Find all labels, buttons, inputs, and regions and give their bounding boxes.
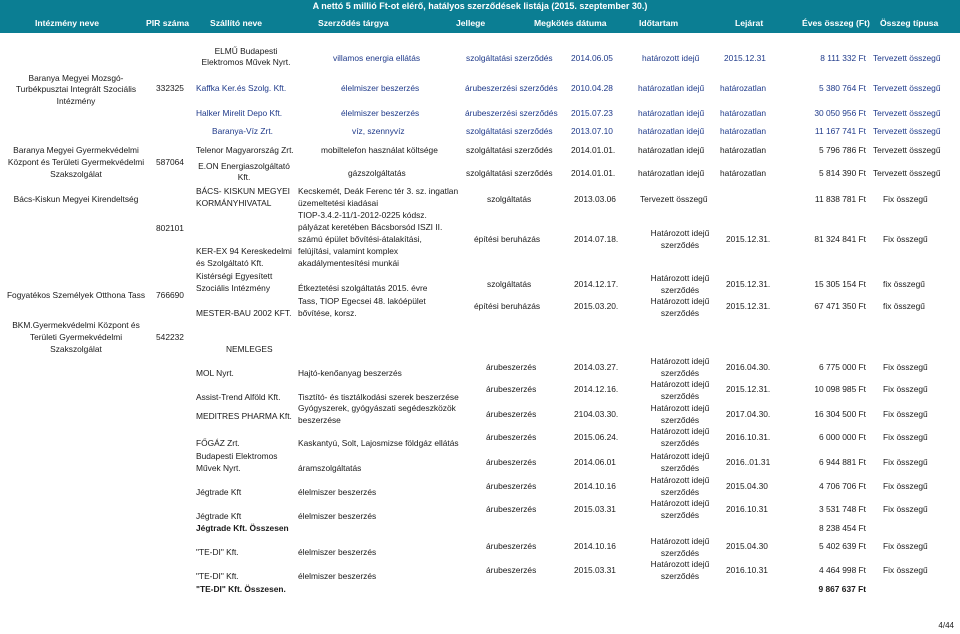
subject: Kecskemét, Deák Ferenc tér 3. sz. ingatlan [298, 186, 459, 196]
subject: élelmiszer beszerzés [341, 83, 420, 93]
duration-line-2: szerződés [660, 487, 700, 497]
amount: 10 098 985 Ft [814, 384, 866, 394]
supplier: "TE-DI" Kft. [196, 571, 239, 581]
amount-type: Fix összegű [883, 541, 928, 551]
supplier: "TE-DI" Kft. [196, 547, 239, 557]
org-3-pir: 802101 [156, 223, 184, 233]
supplier: Halker Mirelit Depo Kft. [196, 108, 283, 118]
subject-line-3: számú épület bővítési-átalakítási, [298, 234, 422, 244]
duration: Határozott idejű [650, 379, 710, 389]
duration-line-2: szerződés [660, 285, 700, 295]
duration-line-2: szerződés [660, 463, 700, 473]
supplier: Kistérségi Egyesített [196, 271, 273, 281]
org-5-pir: 542232 [156, 332, 184, 342]
amount-type: Fix összegű [883, 481, 928, 491]
duration: Határozott idejű [650, 559, 710, 569]
subject: TIOP-3.4.2-11/1-2012-0225 kódsz. [298, 210, 427, 220]
signing-date: 2014.12.16. [574, 384, 619, 394]
amount-type: Fix összegű [883, 432, 928, 442]
supplier: MESTER-BAU 2002 KFT. [196, 308, 292, 318]
subject-line-2: beszerzése [298, 415, 341, 425]
expiry: 2015.04.30 [726, 481, 768, 491]
page-banner: A nettó 5 millió Ft-ot elérő, hatályos szerződések listája (2015. szeptember 30.) [0, 0, 960, 13]
org-2-line-1: Baranya Megyei Gyermekvédelmi [13, 145, 139, 155]
subtotal-label: Jégtrade Kft. Összesen [196, 523, 289, 533]
contract-type: árubeszerzés [486, 541, 537, 551]
duration: Tervezett összegű [640, 194, 708, 204]
supplier-line-2: KORMÁNYHIVATAL [196, 198, 272, 208]
amount-type: Fix összegű [883, 457, 928, 467]
subject: gázszolgáltatás [348, 168, 406, 178]
nemleges-label: NEMLEGES [226, 344, 273, 354]
supplier: Kaffka Ker.és Szolg. Kft. [196, 83, 287, 93]
supplier: Baranya-Víz Zrt. [212, 126, 273, 136]
amount: 3 531 748 Ft [818, 504, 866, 514]
duration: Határozott idejű [650, 426, 710, 436]
subject: Hajtó-kenőanyag beszerzés [298, 368, 402, 378]
subject: villamos energia ellátás [333, 53, 421, 63]
signing-date: 2104.03.30. [574, 409, 619, 419]
amount-type: Tervezett összegű [873, 83, 941, 93]
subject: víz, szennyvíz [352, 126, 405, 136]
supplier: MOL Nyrt. [196, 368, 234, 378]
col-header-amount-type: Összeg típusa [880, 18, 939, 28]
amount-type: Fix összegű [883, 362, 928, 372]
duration-line-2: szerződés [660, 368, 700, 378]
amount: 11 167 741 Ft [814, 126, 866, 136]
duration-line-2: szerződés [660, 548, 700, 558]
amount: 5 814 390 Ft [818, 168, 866, 178]
duration: határozatlan idejű [638, 126, 705, 136]
org-3-name: Bács-Kiskun Megyei Kirendeltség [13, 194, 139, 204]
contract-type: árubeszerzés [486, 409, 537, 419]
contract-type: árubeszerzés [486, 457, 537, 467]
duration: határozatlan idejű [638, 145, 705, 155]
subject: élelmiszer beszerzés [341, 108, 420, 118]
signing-date: 2013.03.06 [574, 194, 616, 204]
duration-line-2: szerződés [660, 510, 700, 520]
org-1-line-1: Baranya Megyei Mozsgó- [28, 73, 124, 83]
amount: 4 706 706 Ft [818, 481, 866, 491]
signing-date: 2014.07.18. [574, 234, 619, 244]
duration-line-2: szerződés [660, 415, 700, 425]
amount: 16 304 500 Ft [814, 409, 866, 419]
contract-type: árubeszerzési szerződés [465, 108, 558, 118]
subject: élelmiszer beszerzés [298, 547, 377, 557]
org-4-name: Fogyatékos Személyek Otthona Tass [6, 290, 146, 300]
subject-line-2: üzemeltetési kiadásai [298, 198, 379, 208]
col-header-supplier: Szállító neve [210, 18, 263, 28]
duration-line-2: szerződés [660, 571, 700, 581]
supplier: Telenor Magyarország Zrt. [196, 145, 294, 155]
supplier-line-2: és Szolgáltató Kft. [196, 258, 264, 268]
amount-type: Tervezett összegű [873, 168, 941, 178]
supplier: MEDITRES PHARMA Kft. [196, 411, 292, 421]
col-header-duration: Időtartam [639, 18, 679, 28]
duration: határozatlan idejű [638, 83, 705, 93]
amount-type: Fix összegű [883, 504, 928, 514]
amount: 4 464 998 Ft [818, 565, 866, 575]
expiry: 2015.12.31. [726, 384, 771, 394]
duration: határozatlan idejű [638, 108, 705, 118]
org-5-line-1: BKM.Gyermekvédelmi Központ és [12, 320, 140, 330]
org-2-pir: 587064 [156, 157, 184, 167]
duration-line-2: szerződés [660, 308, 700, 318]
signing-date: 2015.06.24. [574, 432, 619, 442]
duration: Határozott idejű [650, 536, 710, 546]
duration: Határozott idejű [650, 403, 710, 413]
org-1-line-3: Intézmény [56, 96, 96, 106]
contract-type: szolgáltatási szerződés [466, 145, 553, 155]
col-header-amount: Éves összeg (Ft) [802, 18, 870, 28]
amount-type: Fix összegű [883, 234, 928, 244]
expiry: 2015.12.31. [726, 234, 771, 244]
org-1-pir: 332325 [156, 83, 184, 93]
amount-type: Fix összegű [883, 194, 928, 204]
contract-type: szolgáltatási szerződés [466, 126, 553, 136]
contract-type: szolgáltatási szerződés [466, 53, 553, 63]
subject-line-4: felújítási, valamint komplex [298, 246, 399, 256]
duration-line-2: szerződés [660, 240, 700, 250]
contract-type: árubeszerzés [486, 565, 537, 575]
amount-type: Fix összegű [883, 384, 928, 394]
duration: határozatlan idejű [638, 168, 705, 178]
amount: 6 000 000 Ft [818, 432, 866, 442]
supplier: BÁCS- KISKUN MEGYEI [196, 186, 291, 196]
supplier: ELMŰ Budapesti [214, 46, 278, 56]
expiry: 2016.10.31 [726, 504, 768, 514]
signing-date: 2015.03.31 [574, 504, 616, 514]
subject-line-5: akadálymentesítési munkái [298, 258, 400, 268]
subject: élelmiszer beszerzés [298, 571, 377, 581]
duration-line-2: szerződés [660, 438, 700, 448]
expiry: 2015.04.30 [726, 541, 768, 551]
amount-type: Fix összegű [883, 565, 928, 575]
contract-type: árubeszerzési szerződés [465, 83, 558, 93]
duration: Határozott idejű [650, 296, 710, 306]
signing-date: 2014.06.01 [574, 457, 616, 467]
expiry: 2016.04.30. [726, 362, 771, 372]
expiry: 2016..01.31 [726, 457, 771, 467]
expiry: határozatlan [720, 108, 767, 118]
supplier: KER-EX 94 Kereskedelmi [196, 246, 292, 256]
amount: 11 838 781 Ft [814, 194, 866, 204]
subject: Kaskantyú, Solt, Lajosmizse földgáz ellátás [298, 438, 459, 448]
col-header-pir: PIR száma [146, 18, 189, 28]
col-header-subject: Szerződés tárgya [318, 18, 389, 28]
amount: 5 380 764 Ft [818, 83, 866, 93]
duration: határozott idejű [642, 53, 700, 63]
org-2-line-2: Központ és Területi Gyermekvédelmi [7, 157, 145, 167]
signing-date: 2015.07.23 [571, 108, 613, 118]
amount-type: fix összegű [883, 279, 925, 289]
subject: mobiltelefon használat költsége [321, 145, 438, 155]
contract-type: árubeszerzés [486, 481, 537, 491]
duration: Határozott idejű [650, 228, 710, 238]
amount-type: Tervezett összegű [873, 108, 941, 118]
expiry: 2016.10.31. [726, 432, 771, 442]
signing-date: 2014.10.16 [574, 481, 616, 491]
contract-type: árubeszerzés [486, 504, 537, 514]
amount: 5 796 786 Ft [818, 145, 866, 155]
contract-type: árubeszerzés [486, 384, 537, 394]
signing-date: 2014.01.01. [571, 168, 616, 178]
subtotal-amount: 9 867 637 Ft [818, 584, 866, 594]
contract-type: szolgáltatási szerződés [466, 168, 553, 178]
col-header-type: Jellege [456, 18, 486, 28]
expiry: határozatlan [720, 168, 767, 178]
amount: 81 324 841 Ft [814, 234, 866, 244]
org-2-line-3: Szakszolgálat [50, 169, 102, 179]
supplier-line-2: Szociális Intézmény [196, 283, 271, 293]
contract-type: építési beruházás [474, 301, 541, 311]
contract-type: szolgáltatás [487, 279, 532, 289]
signing-date: 2010.04.28 [571, 83, 613, 93]
signing-date: 2014.12.17. [574, 279, 619, 289]
contract-type: építési beruházás [474, 234, 541, 244]
expiry: 2016.10.31 [726, 565, 768, 575]
expiry: 2017.04.30. [726, 409, 771, 419]
amount: 15 305 154 Ft [814, 279, 866, 289]
amount: 30 050 956 Ft [814, 108, 866, 118]
subject: Étkeztetési szolgáltatás 2015. évre [298, 283, 428, 293]
amount: 67 471 350 Ft [814, 301, 866, 311]
subject: Tisztító- és tisztálkodási szerek beszerzése [298, 392, 459, 402]
duration: Határozott idejű [650, 451, 710, 461]
supplier-line-2: Művek Nyrt. [196, 463, 241, 473]
signing-date: 2015.03.20. [574, 301, 619, 311]
expiry: határozatlan [720, 83, 767, 93]
amount: 8 111 332 Ft [820, 53, 866, 63]
signing-date: 2014.10.16 [574, 541, 616, 551]
subject: Tass, TIOP Egecsei 48. lakóépület [298, 296, 426, 306]
amount: 6 944 881 Ft [818, 457, 866, 467]
duration: Határozott idejű [650, 475, 710, 485]
subject: áramszolgáltatás [298, 463, 362, 473]
amount: 5 402 639 Ft [818, 541, 866, 551]
amount-type: Tervezett összegű [873, 53, 941, 63]
expiry: határozatlan [720, 126, 767, 136]
supplier: Jégtrade Kft [196, 487, 242, 497]
page-number: 4/44 [938, 621, 954, 630]
signing-date: 2014.06.05 [571, 53, 613, 63]
amount-type: Fix összegű [883, 409, 928, 419]
amount-type: Tervezett összegű [873, 126, 941, 136]
supplier: Budapesti Elektromos [196, 451, 278, 461]
subtotal-label: "TE-DI" Kft. Összesen. [196, 584, 286, 594]
contract-type: árubeszerzés [486, 362, 537, 372]
amount-type: fix összegű [883, 301, 925, 311]
col-header-expiry: Lejárat [735, 18, 764, 28]
subject-line-2: pályázat keretében Bácsborsód ISZI II. [298, 222, 443, 232]
duration: Határozott idejű [650, 273, 710, 283]
subject: élelmiszer beszerzés [298, 511, 377, 521]
expiry: 2015.12.31 [724, 53, 766, 63]
col-header-date: Megkötés dátuma [534, 18, 607, 28]
duration: Határozott idejű [650, 498, 710, 508]
org-1-line-2: Turbékpusztai Integrált Szociális [15, 84, 137, 94]
subject-line-2: bővítése, korsz. [298, 308, 357, 318]
table-header [0, 13, 960, 33]
amount: 6 775 000 Ft [818, 362, 866, 372]
signing-date: 2014.03.27. [574, 362, 619, 372]
subject: élelmiszer beszerzés [298, 487, 377, 497]
signing-date: 2015.03.31 [574, 565, 616, 575]
org-5-line-2: Területi Gyermekvédelmi [29, 332, 123, 342]
expiry: határozatlan [720, 145, 767, 155]
expiry: 2015.12.31. [726, 301, 771, 311]
contract-type: szolgáltatás [487, 194, 532, 204]
supplier-line-2: Kft. [237, 172, 251, 182]
signing-date: 2013.07.10 [571, 126, 613, 136]
col-header-institution: Intézmény neve [35, 18, 99, 28]
org-5-line-3: Szakszolgálat [50, 344, 102, 354]
amount-type: Tervezett összegű [873, 145, 941, 155]
supplier-line-2: Elektromos Művek Nyrt. [201, 57, 291, 67]
contract-type: árubeszerzés [486, 432, 537, 442]
signing-date: 2014.01.01. [571, 145, 616, 155]
expiry: 2015.12.31. [726, 279, 771, 289]
subject: Gyógyszerek, gyógyászati segédeszközök [298, 403, 456, 413]
subtotal-amount: 8 238 454 Ft [818, 523, 866, 533]
supplier: Jégtrade Kft [196, 511, 242, 521]
supplier: E.ON Energiaszolgáltató [198, 161, 290, 171]
supplier: Assist-Trend Alföld Kft. [196, 392, 281, 402]
supplier: FŐGÁZ Zrt. [196, 438, 240, 448]
duration: Határozott idejű [650, 356, 710, 366]
org-4-pir: 766690 [156, 290, 184, 300]
duration-line-2: szerződés [660, 391, 700, 401]
